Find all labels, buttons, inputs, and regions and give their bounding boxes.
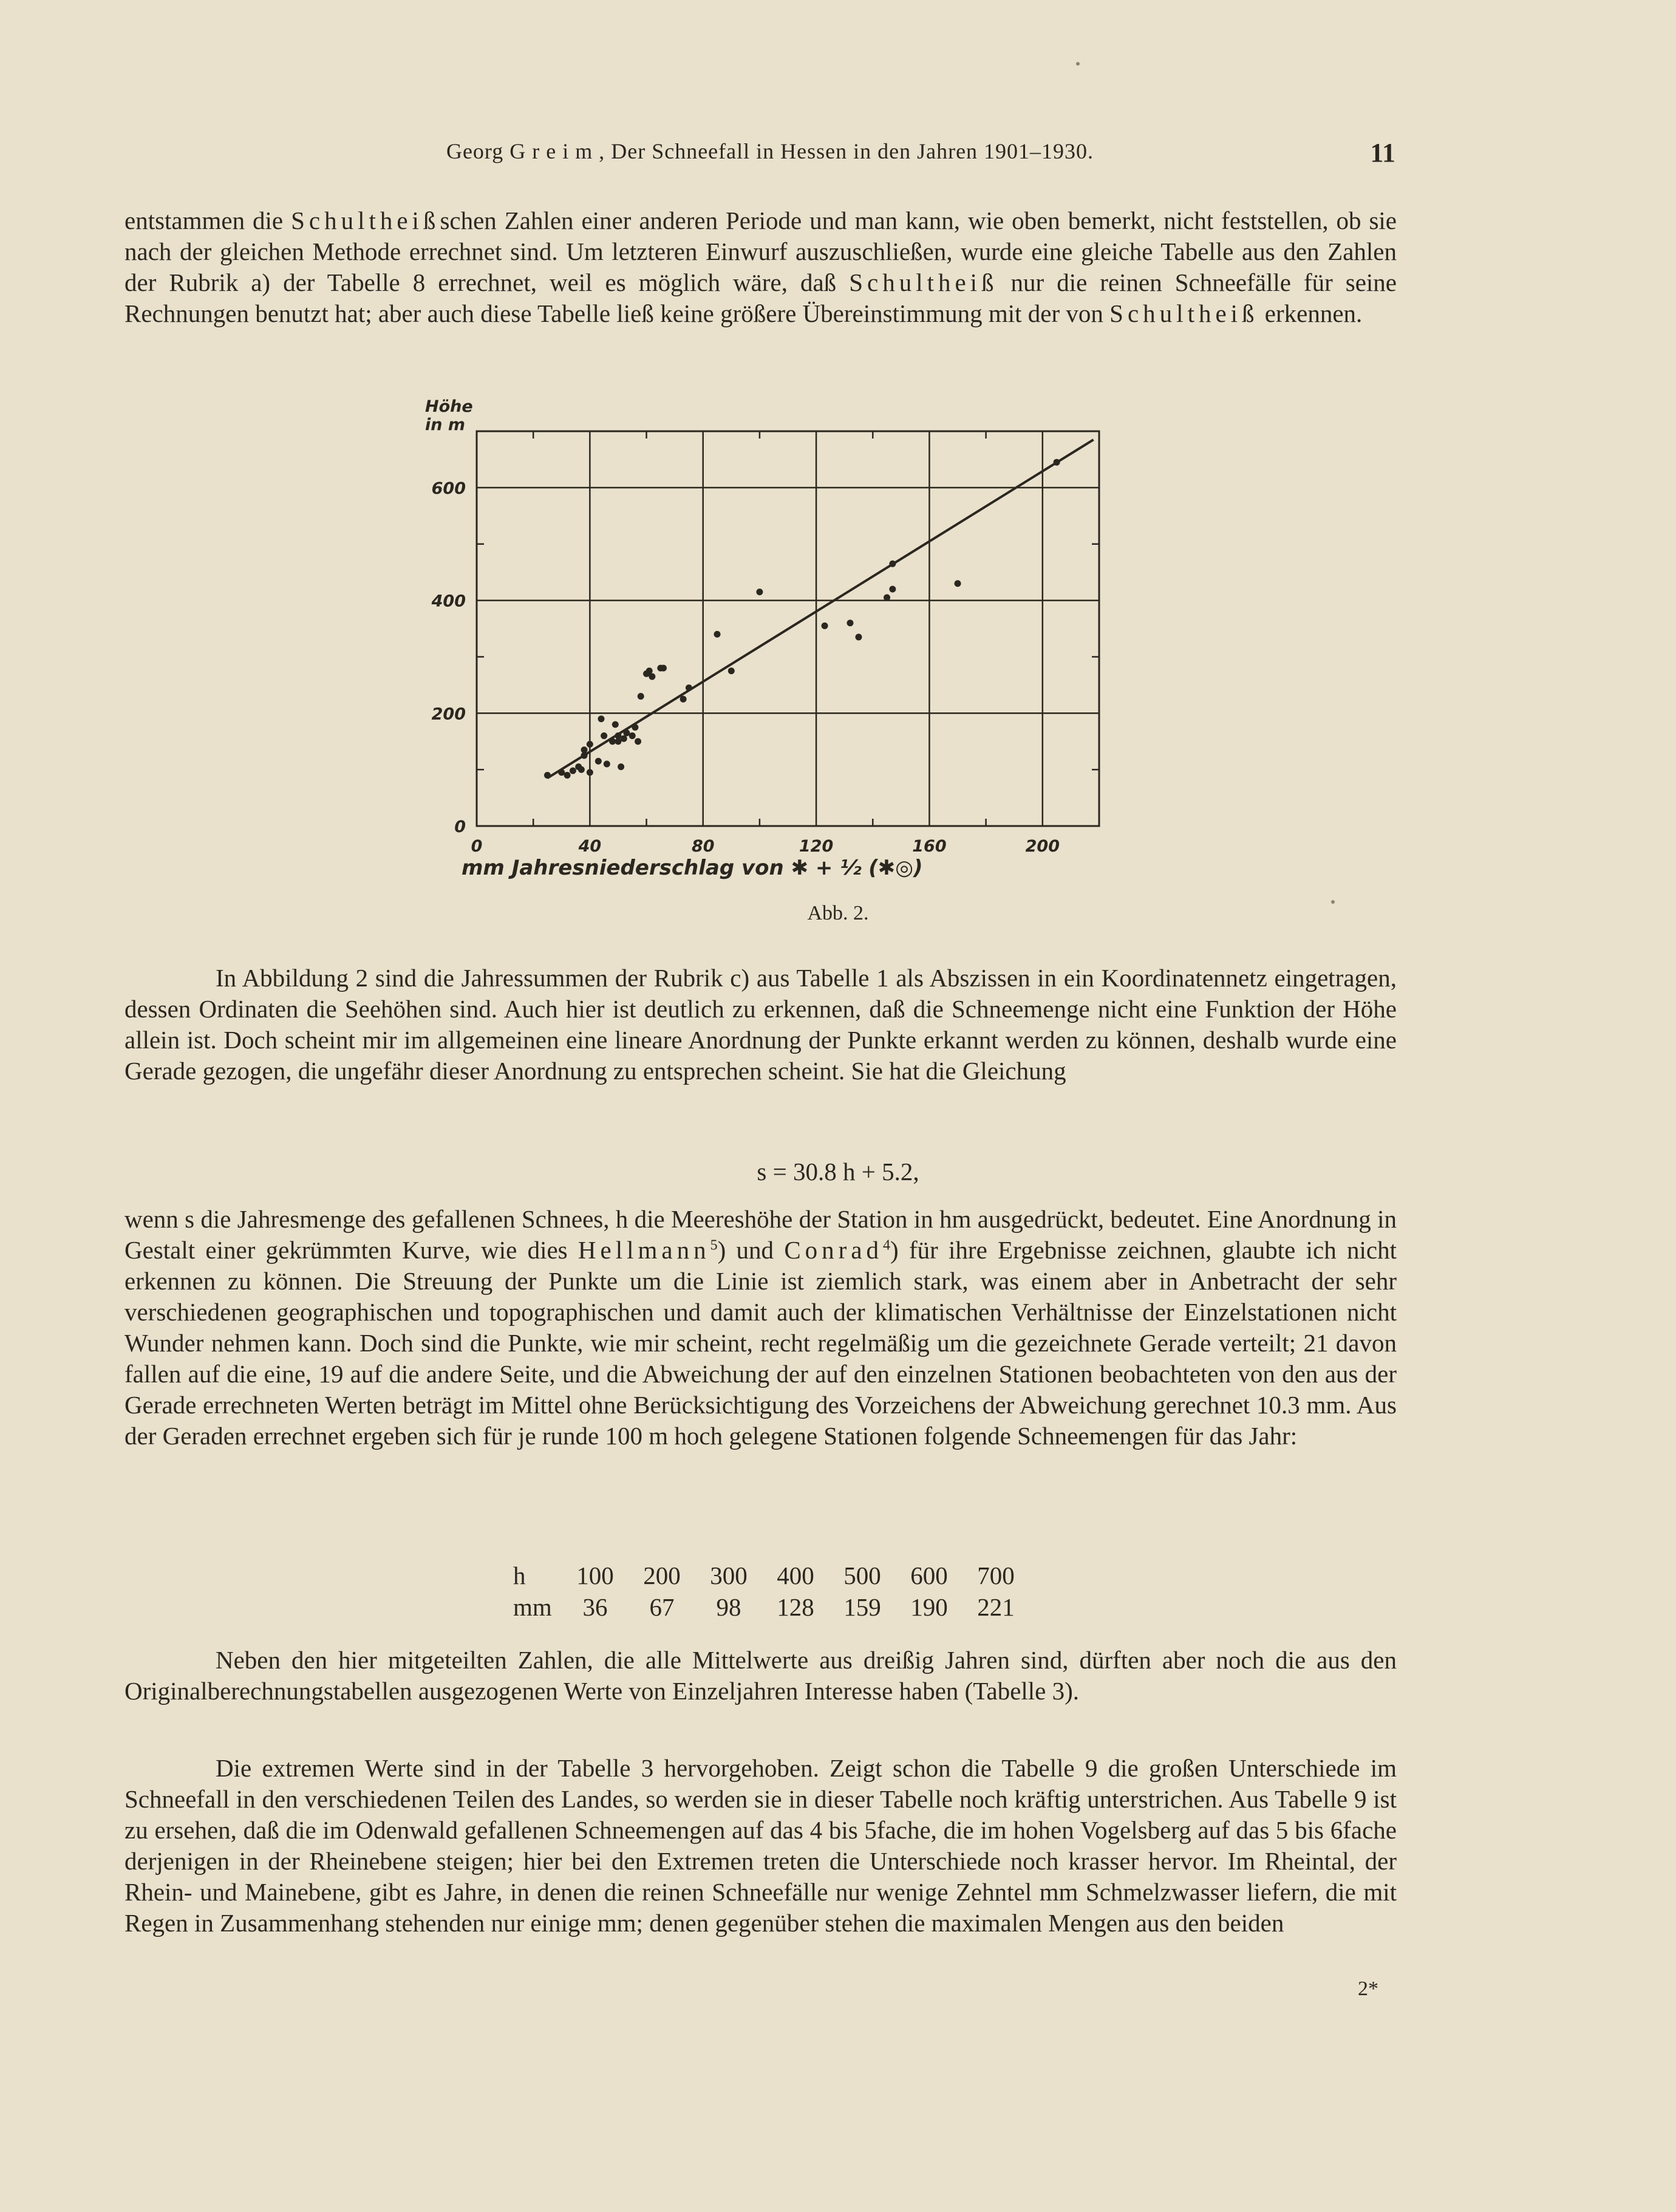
data-point <box>889 586 896 593</box>
paragraph-5: Die extremen Werte sind in der Tabelle 3 hervorgehoben. Zeigt schon die Tabelle 9 die großen Unterschiede im Schneefall in den verschiedenen Teilen des Landes, so werden sie in dieser Tabelle noch kräftig unterstrichen. Aus Tabelle 9 ist zu ersehen, daß die im Odenwald gefallenen Schneemengen auf das 4 bis 5fache, die im hohen Vogelsberg auf das 5 bis 6fache derjenigen in der Rheinebene steigen; hier bei den Extremen treten die Unterschiede noch krasser hervor. Im Rheintal, der Rhein- und Mainebene, gibt es Jahre, in denen die reinen Schneefälle nur wenige Zehntel mm Schmelzwasser liefern, die mit Regen in Zusammenhang stehenden nur einige mm; denen gegenüber stehen die maximalen Mengen aus den beiden <box>124 1754 1397 1937</box>
y-tick-label: 0 <box>454 818 466 836</box>
paragraph-1: entstammen die Schultheißschen Zahlen einer anderen Periode und man kann, wie oben bemerkt, nicht feststellen, ob sie nach der gleichen Methode errechnet sind. Um letzteren Einwurf auszuschließen, wurde eine gleiche Tabelle aus den Zahlen der Rubrik a) der Tabelle 8 errechnet, weil es möglich wäre, daß Schultheiß nur die reinen Schneefälle für seine Rechnungen benutzt hat; aber auch diese Tabelle ließ keine größere Übereinstimmung mit der von Schultheiß erkennen. <box>124 207 1397 327</box>
y-axis-unit-label: in m <box>425 415 466 434</box>
author-name: Conrad <box>784 1236 884 1264</box>
data-point <box>847 620 854 626</box>
footnote-ref: 4 <box>883 1237 891 1254</box>
table-cell: 500 <box>843 1562 881 1589</box>
data-point <box>889 561 896 567</box>
data-point <box>629 732 636 739</box>
data-point <box>638 693 644 700</box>
data-point <box>578 766 585 773</box>
x-tick-label: 40 <box>578 837 602 856</box>
signature-mark: 2* <box>1358 1978 1378 2000</box>
y-tick-label: 200 <box>431 705 466 724</box>
row-label: h <box>513 1562 526 1589</box>
paragraph-2: In Abbildung 2 sind die Jahressummen der Rubrik c) aus Tabelle 1 als Abszissen in ein Koordinatennetz eingetragen, dessen Ordinaten die Seehöhen sind. Auch hier ist deutlich zu erkennen, daß die Schneemenge nicht eine Funktion der Höhe allein ist. Doch scheint mir im allgemeinen eine lineare Anordnung der Punkte erkannt werden zu können, deshalb wurde eine Gerade gezogen, die ungefähr dieser Anordnung zu entsprechen scheint. Sie hat die Gleichung <box>124 964 1397 1085</box>
table-cell: 98 <box>716 1593 741 1621</box>
scatter-figure <box>425 389 1129 905</box>
table-cell: 600 <box>910 1562 948 1589</box>
paper-speck <box>1076 62 1080 66</box>
data-point <box>680 696 687 703</box>
regression-equation: s = 30.8 h + 5.2, <box>757 1158 919 1186</box>
data-point <box>544 772 551 779</box>
x-tick-label: 80 <box>691 837 715 856</box>
table-row <box>513 1560 1029 1591</box>
x-axis-label: mm Jahresniederschlag von ✱ + ½ (✱◎) <box>462 856 923 880</box>
x-tick-label: 120 <box>799 837 834 856</box>
y-tick-label: 600 <box>431 479 466 498</box>
data-point <box>558 769 565 776</box>
data-points <box>544 459 1060 779</box>
table-cell: 200 <box>643 1562 681 1589</box>
data-point <box>855 633 862 640</box>
table-cell: 159 <box>843 1593 881 1621</box>
footnote-ref: 5 <box>710 1237 718 1254</box>
data-point <box>615 738 621 745</box>
page-number: 11 <box>1370 138 1395 168</box>
data-point <box>822 623 828 629</box>
data-point <box>1054 459 1060 466</box>
running-head: Georg G r e i m , Der Schneefall in Hessen in den Jahren 1901–1930. <box>446 139 1094 163</box>
table-cell: 190 <box>910 1593 948 1621</box>
data-point <box>623 729 630 736</box>
paragraph-4: Neben den hier mitgeteilten Zahlen, die alle Mittelwerte aus dreißig Jahren sind, dürften aber noch die aus den Originalberechnungstabellen ausgezogenen Werte von Einzeljahren Interesse haben (Tabelle 3). <box>124 1646 1397 1705</box>
data-point <box>756 589 763 595</box>
data-point <box>618 763 624 770</box>
data-point <box>598 715 605 722</box>
table-cell: 67 <box>649 1593 675 1621</box>
data-point <box>884 594 890 601</box>
paragraph-3: wenn s die Jahresmenge des gefallenen Schnees, h die Meereshöhe der Station in hm ausgedrückt, bedeutet. Eine Anordnung in Gestalt einer gekrümmten Kurve, wie dies Hellmann$^5$) und Conrad$^4$) für ihre Ergebnisse zeichnen, glaubte ich nicht erkennen zu können. Die Streuung der Punkte um die Linie ist ziemlich stark, was einem aber in Anbetracht der sehr verschiedenen geographischen und topographischen und damit auch der klimatischen Verhältnisse der Einzelstationen nicht Wunder nehmen kann. Doch sind die Punkte, wie mir scheint, recht regelmäßig um die gezeichnete Gerade verteilt; 21 davon fallen auf die eine, 19 auf die andere Seite, und die Abweichung der auf den einzelnen Stationen beobachteten von den aus der Gerade errechneten Werten beträgt im Mittel ohne Berücksichtigung des Vorzeichens der Abweichung gerechnet 10.3 mm. Aus der Geraden errechnet ergeben sich für je runde 100 m hoch gelegene Stationen folgende Schneemengen für das Jahr: <box>124 1205 1397 1450</box>
author-name: Schultheiß <box>849 268 998 296</box>
table-cell: 221 <box>977 1593 1015 1621</box>
data-point <box>632 724 638 731</box>
x-tick-label: 200 <box>1025 837 1060 856</box>
x-tick-label: 0 <box>471 837 483 856</box>
data-point <box>728 667 735 674</box>
table-cell: 128 <box>777 1593 814 1621</box>
data-point <box>612 721 619 728</box>
data-point <box>686 684 692 691</box>
y-axis-label: Höhe <box>425 397 473 416</box>
y-tick-label: 400 <box>431 592 466 611</box>
data-point <box>564 772 571 779</box>
author-name: Hellmann <box>577 1236 710 1264</box>
table-cell: 100 <box>576 1562 614 1589</box>
tick-labels <box>431 479 1060 856</box>
table-cell: 300 <box>710 1562 748 1589</box>
data-point <box>660 665 667 672</box>
paper-speck <box>1331 900 1335 904</box>
data-point <box>595 758 602 765</box>
author-name: Schultheiß <box>291 207 440 234</box>
table-cell: 700 <box>977 1562 1015 1589</box>
figure-caption: Abb. 2. <box>807 902 869 924</box>
table-row <box>513 1591 1029 1623</box>
data-point <box>635 738 641 745</box>
data-point <box>581 746 588 753</box>
data-point <box>714 631 721 638</box>
snow-per-height-table <box>513 1560 1029 1623</box>
x-tick-label: 160 <box>912 837 947 856</box>
data-point <box>570 768 576 774</box>
table-cell: 400 <box>777 1562 814 1589</box>
data-point <box>604 760 610 767</box>
data-point <box>587 741 593 748</box>
row-label: mm <box>513 1593 552 1621</box>
data-point <box>649 673 655 680</box>
data-point <box>955 580 961 587</box>
data-point <box>601 732 607 739</box>
data-point <box>587 769 593 776</box>
regression-line <box>547 440 1093 778</box>
table-cell: 36 <box>582 1593 608 1621</box>
author-name: Schultheiß <box>1109 299 1259 327</box>
scatter-chart <box>425 389 1129 905</box>
